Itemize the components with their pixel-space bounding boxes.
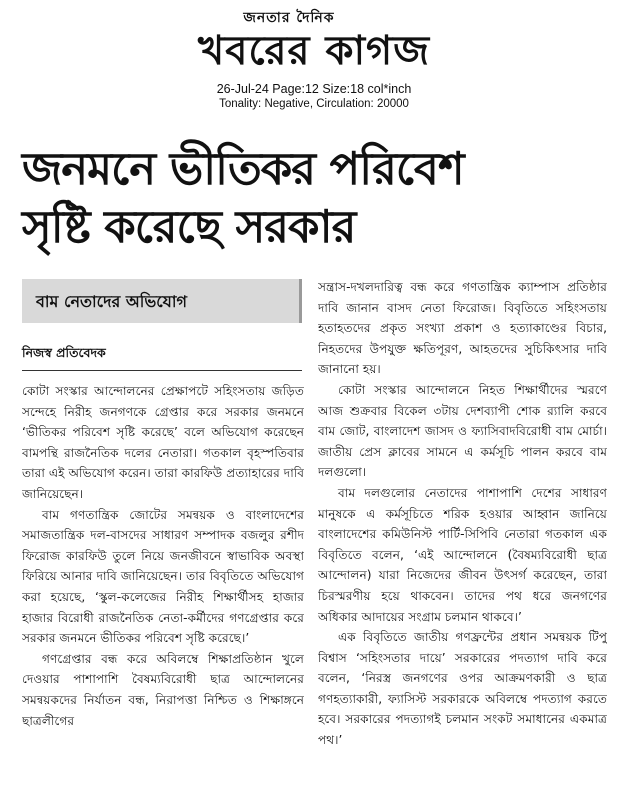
paragraph: গণগ্রেপ্তার বন্ধ করে অবিলম্বে শিক্ষাপ্রতিষ্ঠান খুলে দেওয়ার পাশাপাশি বৈষম্যবিরোধী ছাত্র আন্দোলনের সমন্বয়কদের নির্যাতন বন্ধ, নিরাপত্তা নিশ্চিত ও শিক্ষাঙ্গনে ছাত্রলীগের [22,651,304,728]
newspaper-name: খবরের কাগজ [197,28,431,74]
masthead-tagline: জনতার দৈনিক [243,10,335,26]
paragraph: বাম দলগুলোর নেতাদের পাশাপাশি দেশের সাধারণ মানুষকে এ কর্মসূচিতে শরিক হওয়ার আহ্বান জানিয়ে বাংলাদেশের কমিউনিস্ট পার্টি-সিপিবি নেতারা গতকাল এক বিবৃতিতে বলেন, ‘এই আন্দোলনে (বৈষম্যবিরোধী ছাত্র আন্দোলন) যারা নিজেদের জীবন উৎসর্গ করেছেন, তারা চিরস্মরণীয় হয়ে থাকবেন। তাদের পথ ধরে জনগণের অধিকার আদায়ের সংগ্রাম চলমান থাকবে।’ [318,485,607,624]
clipping-meta-date-page-size: 26-Jul-24 Page:12 Size:18 col*inch [216,82,412,96]
clipping-meta-tonality-circulation: Tonality: Negative, Circulation: 20000 [219,98,409,110]
byline-divider [22,370,302,371]
article-subhead: বাম নেতাদের অভিযোগ [36,292,188,311]
reporter-byline: নিজস্ব প্রতিবেদক [22,345,106,360]
headline-line-2: সৃষ্টি করেছে সরকার [22,200,356,253]
paragraph: সন্ত্রাস-দখলদারিত্ব বন্ধ করে গণতান্ত্রিক ক্যাম্পাস প্রতিষ্ঠার দাবি জানান বাসদ নেতা ফিরোজ। বিবৃতিতে সহিংসতায় হতাহতদের প্রকৃত সংখ্যা প্রকাশ ও হত্যাকাণ্ডের বিচার, নিহতদের উপযুক্ত ক্ষতিপূরণ, আহতদের সুচিকিৎসার দাবি জানানো হয়। [318,280,607,377]
masthead [0,6,628,74]
article-column-1 [22,381,304,761]
paragraph: এক বিবৃতিতে জাতীয় গণফ্রন্টের প্রধান সমন্বয়ক টিপু বিশ্বাস ‘সহিংসতার দায়ে’ সরকারের পদত্যাগ দাবি করে বলেন, ‘নিরস্ত্র জনগণের ওপর আক্রমণকারী ও ছাত্র গণহত্যাকারী, ফ্যাসিস্ট সরকারকে অবিলম্বে পদত্যাগ করতে হবে। সরকারের পদত্যাগই চলমান সংকট সমাধানের একমাত্র পথ।’ [318,630,607,748]
paragraph: বাম গণতান্ত্রিক জোটের সমন্বয়ক ও বাংলাদেশের সমাজতান্ত্রিক দল-বাসদের সাধারণ সম্পাদক বজলুর রশীদ ফিরোজ কারফিউ তুলে নিয়ে জনজীবনে স্বাভাবিক অবস্থা ফিরিয়ে আনার দাবি জানিয়েছেন। তার বিবৃতিতে অভিযোগ করা হয়েছে, ‘স্কুল-কলেজের নিরীহ শিক্ষার্থীসহ হাজার হাজার বিরোধী রাজনৈতিক নেতা-কর্মীদের গণগ্রেপ্তার করে সরকার জনমনে ভীতিকর পরিবেশ সৃষ্টি করেছে।’ [22,507,304,646]
article-column-2 [318,277,607,767]
article-headline [22,140,612,256]
subhead-box [22,279,302,323]
paragraph: কোটা সংস্কার আন্দোলনের প্রেক্ষাপটে সহিংসতায় জড়িত সন্দেহে নিরীহ জনগণকে গ্রেপ্তার করে সরকার জনমনে ‘ভীতিকর পরিবেশ সৃষ্টি করেছে’ বলে অভিযোগ করেছেন বামপন্থি রাজনৈতিক দলের নেতারা। গতকাল বৃহস্পতিবার তারা এই অভিযোগ করেন। তারা কারফিউ প্রত্যাহারের দাবি জানিয়েছেন। [22,384,304,501]
paragraph: কোটা সংস্কার আন্দোলনে নিহত শিক্ষার্থীদের স্মরণে আজ শুক্রবার বিকেল ৩টায় দেশব্যাপী শোক র‍্যালি করবে বাম জোট, বাংলাদেশ জাসদ ও ফ্যাসিবাদবিরোধী বাম মোর্চা। জাতীয় প্রেস ক্লাবের সামনে এ কর্মসূচি পালন করবে বাম দলগুলো। [318,382,607,480]
headline-line-1: জনমনে ভীতিকর পরিবেশ [22,142,464,195]
